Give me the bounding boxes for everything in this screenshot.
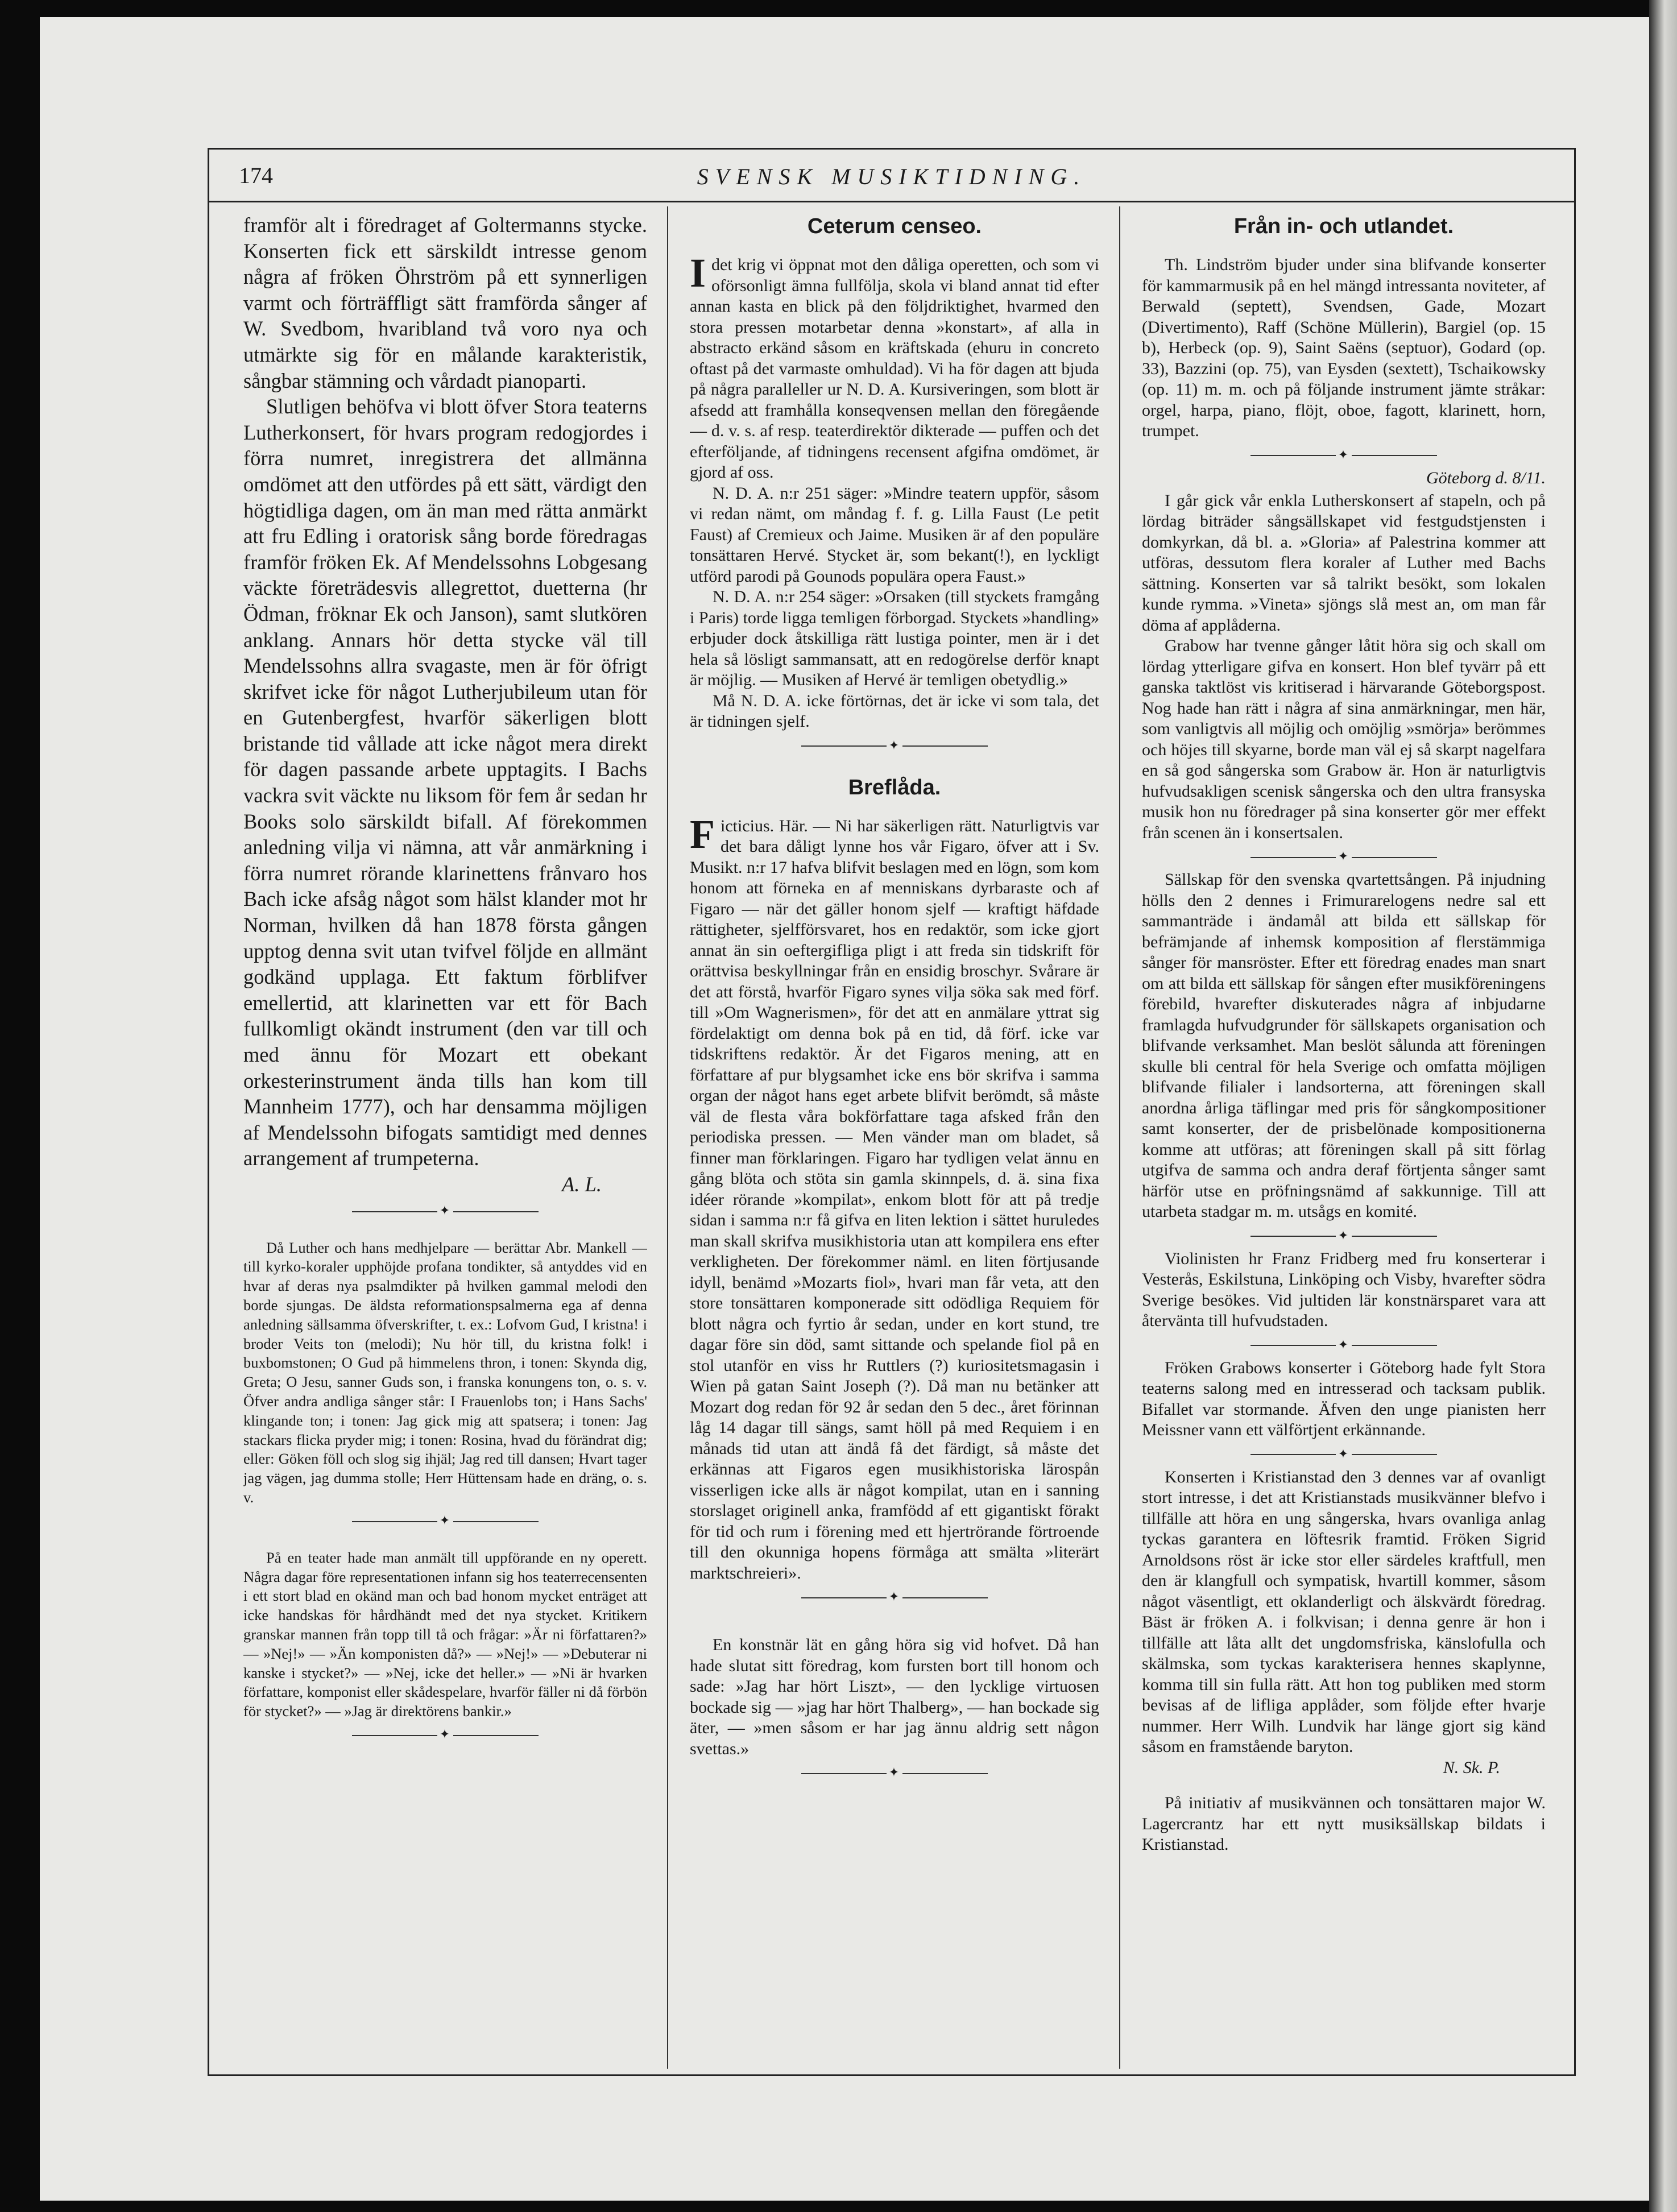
col3-paragraph-7: Konserten i Kristianstad den 3 dennes var af ovanligt stort intresse, i det att Kristianstads musikvänner blefvo i tillfälle att höra en ung sångerska, hvars ovanliga anlag tyckas garantera en löftesrik framtid. Fröken Sigrid Arnoldsons röst är icke stor eller särdeles kraftfull, men den är klangfull och sympatisk, hvartill kommer, såsom något väsentligt, ett oklanderligt och älskvärdt föredrag. Bäst är fröken A. i folkvisan; i denna genre är hon i tillfälle att låta allt det ungdomsfriska, känslofulla och skälmska, som tyckas karakterisera hennes skaplynne, komma till sin fulla rätt. Att hon tog publiken med storm bevisas af de lifliga applåder, som följde efter hvarje nummer. Herr Wilh. Lundvik har länge gjort sig känd såsom en framstående baryton. [1142, 1467, 1546, 1756]
col1-paragraph-1: framför alt i föredraget af Goltermanns stycke. Konserten fick ett särskildt intresse genom några af fröken Öhrström på ett synnerligen varmt och förträffligt sätt framförda sånger af W. Svedbom, hvaribland två voro nya och utmärkte sig för en målande karakteristik, sångbar stämning och vårdadt pianoparti. [243, 213, 647, 392]
col2-paragraph-5: Ficticius. Här. — Ni har säkerligen rätt. Naturligtvis var det bara dåligt lynne hos vår Figaro, öfver att i Sv. Musikt. n:r 17 hafva blifvit beslagen med en lögn, som kom honom att förneka en af menniskans dyrbaraste och af Figaro — när det gäller honom sjelf — kraftigt häfdade rättigheter, sjelfförsvaret, hos en redaktör, som icke gjort annat än sin oeftergifliga pligt i att freda sin tidskrift för orättvisa beskyllningar från en ensidig broschyr. Svårare är det att förstå, hvarför Figaro synes vilja söka sak med förf. till »Om Wagnerismen», för det att en anmälare yttrat sig fördelaktigt om denna bok på en tid, då förf. icke var tidskriftens redaktör. Är det Figaros mening, att en författare af pur blygsamhet icke ens bör skrifva i samma organ der något hans eget arbete blifvit berömdt, så måste väl de flesta våra bokförfattare taga afsked från den periodiska pressen. — Men vänder man om bladet, så finner man förklaringen. Figaro har tydligen velat ännu en gång blöta och stöta sin gamla skinnpels, d. ä. sina fixa idéer rörande »kompilat», enkom blott för att på tredje sidan i samma n:r få gifva en liten lektion i sättet huruledes man skall skrifva musikhistoria utan att kompilera ens efter verkligheten. Der förekommer näml. en liten förtjusande idyll, benämd »Mozarts fiol», hvari man får veta, att den store tonsättaren komponerade sitt odödliga Requiem för blott några och fyrtio år sedan, under en kort stund, tre dagar före sin död, samt sittande och spelande fiol på en stol utanför en viss hr Ruttlers (?) kuriositetsmagasin i Wien på gatan Saint Joseph (?). Då man nu betänker att Mozart dog redan för 92 år sedan den 5 dec., året förinnan låg 14 dagar till sängs, samt höll på med Requiem i en månads tid utan att ändå få det färdigt, så måste det erkännas att Figaros egen musikhistoriska lärospån visserligen icke alls är något kompilat, utan en i sanning storslaget originell anka, framfödd af ett gigantiskt förakt för tid och rum i förening med ett hjertrörande förtroende till den okunniga hopens förmåga att smälta »literärt marktschreieri». [690, 811, 1099, 1583]
page-frame [208, 148, 1576, 2076]
col3-paragraph-8: På initiativ af musikvännen och tonsättaren major W. Lagercrantz har ett nytt musiksällskap bildats i Kristianstad. [1142, 1793, 1546, 1854]
section-divider: ✦ [1142, 1228, 1546, 1243]
column-rule-right [1119, 206, 1120, 2069]
dateline-goteborg: Göteborg d. 8/11. [1426, 468, 1546, 487]
column-rule-left [667, 206, 668, 2069]
section-divider: ✦ [243, 1203, 647, 1218]
col1-signature: A. L. [562, 1172, 602, 1196]
column-3 [1142, 212, 1546, 2066]
col1-paragraph-4: På en teater hade man anmält till uppförande en ny operett. Några dagar före representationen infann sig hos teaterrecensenten i ett stort blad en okänd man och bad honom mycket enträget att icke handskas för hårdhändt med det nya stycket. Kritikern granskar mannen från topp till tå och frågar: »Är ni författaren?» — »Nej!» — »Än komponisten då?» — »Nej!» — »Debuterar ni kanske i stycket?» — »Nej, icke det heller.» — »Ni är hvarken författare, komponist eller skådespelare, hvarför fäller ni då förbön för stycket?» — »Jag är direktörens bankir.» [243, 1548, 647, 1720]
page-number: 174 [239, 163, 273, 188]
heading-fran-in-och-utlandet: Från in- och utlandet. [1233, 214, 1454, 238]
section-divider: ✦ [243, 1513, 647, 1528]
book-spine [1649, 0, 1677, 2212]
section-divider: ✦ [690, 1765, 1099, 1780]
col3-paragraph-5: Violinisten hr Franz Fridberg med fru konserterar i Vesterås, Eskilstuna, Linköping och Visby, hvarefter södra Sverige besökes. Vid jultiden lär konstnärsparet vara att återvänta till hufvudstaden. [1142, 1249, 1546, 1330]
col1-paragraph-2: Slutligen behöfva vi blott öfver Stora teaterns Lutherkonsert, för hvars program redogjordes i förra numret, inregistrera det allmänna omdömet att den utfördes på ett sätt, värdigt den högtidliga dagen, om än man med rätta anmärkt att fru Edling i oratorisk sång borde föredragas framför fröken Ek. Af Mendelssohns Lobgesang väckte företrädesvis allegrettot, duetterna (hr Ödman, fröknar Ek och Janson), samt slutkören anklang. Annars hör detta stycke väl till Mendelssohns allra svagaste, men är för öfrigt skrifvet icke för något Lutherjubileum utan för en Gutenbergfest, hvarför säkerligen blott bristande tid vållade att icke något mera direkt för dagen passande arbete upptagits. I Bachs vackra svit väckte nu liksom för fem år sedan hr Books solo särskildt bifall. Af förekommen anledning vilja vi nämna, att vår anmärkning i förra numret rörande klarinettens frånvaro hos Bach icke afsåg något som hälst klander mot hr Norman, hvilken då han 1878 första gången upptog denna svit utan tvifvel följde en allmänt godkänd upplaga. Ett faktum förblifver emellertid, att klarinetten var ett för Bach fullkomligt okändt instrument (den var till och med ännu för Mozart ett obekant orkesterinstrument ända tills han kom till Mannheim 1777), och har densamma möjligen af Mendelssohn bifogats samtidigt med dennes arrangement af trumpeterna. [243, 395, 647, 1170]
section-divider: ✦ [243, 1727, 647, 1742]
column-2 [690, 212, 1099, 2066]
col3-paragraph-1: Th. Lindström bjuder under sina blifvande konserter för kammarmusik på en hel mängd intressanta noviteter, af Berwald (septett), Svendsen, Gade, Mozart (Divertimento), Raff (Schöne Müllerin), Bargiel (op. 15 b), Herbeck (op. 9), Saint Saëns (septuor), Godard (op. 33), Bazzini (op. 75), van Eysden (sextett), Tschaikowsky (op. 11) m. m. och på följande instrument jämte stråkar: orgel, harpa, piano, flöjt, oboe, fagott, klarinett, horn, trumpet. [1142, 255, 1546, 440]
section-divider: ✦ [1142, 849, 1546, 864]
drop-cap: I [690, 250, 706, 296]
section-divider: ✦ [1142, 1337, 1546, 1352]
col3-paragraph-6: Fröken Grabows konserter i Göteborg hade fylt Stora teaterns salong med en intresserad och tacksam publik. Bifallet var stormande. Äfven den unge pianisten herr Meissner vann ett välförtjent erkännande. [1142, 1358, 1546, 1439]
section-divider: ✦ [690, 738, 1099, 753]
col2-paragraph-2: N. D. A. n:r 251 säger: »Mindre teatern uppför, såsom vi redan nämt, om måndag f. f. g. Lilla Faust (Le petit Faust) af Cremieux och Jaime. Musiken är af den populäre tonsättaren Hervé. Stycket är, som bekant(!), en lyckligt utförd parodi på Gounods populära opera Faust.» [690, 483, 1099, 586]
col3-signature: N. Sk. P. [1443, 1758, 1500, 1777]
col3-paragraph-4: Sällskap för den svenska qvartettsången. På injudning hölls den 2 dennes i Frimurarelogens nedre sal ett sammanträde i ändamål att bilda ett sällskap för befrämjande af inhemsk komposition af flerstämmiga sånger för mansröster. Efter ett föredrag enades man snart om att bilda ett sällskap för sången efter musikföreningens förebild, hvarefter diskuterades några af inbjudarne framlagda hufvudgrunder för sällskapets organisation och blifvande verksamhet. Man beslöt sålunda att föreningen skulle bli central för hela Sverige och omfatta möjligen blifvande filialer i landsorterna, att föreningen skall anordna årliga täflingar med pris för sångkompositioner samt konserter, der de prisbelönade kompositionerna komme att utföras; att föreningen skall på sitt förlag utgifva de samma och andra deraf förtjenta sånger samt härför utse en pröfningsnämd af sakkunnige. Till att utarbeta stadgar m. m. utsågs en komité. [1142, 870, 1546, 1221]
section-divider: ✦ [1142, 448, 1546, 462]
col2-paragraph-4: Må N. D. A. icke förtörnas, det är icke vi som tala, det är tidningen sjelf. [690, 691, 1099, 731]
column-1 [243, 212, 647, 2066]
col3-paragraph-2: I går gick vår enkla Lutherskonsert af stapeln, och på lördag biträder sångsällskapet vid festgudstjensten i domkyrkan, då bl. a. »Gloria» af Palestrina kommer att utföras, dessutom flera koraler af Luther med Bachs sättning. Konserten var så talrikt besökt, som lokalen kunde rymma. »Vineta» sjöngs slå mest an, om man får döma af applåderna. [1142, 491, 1546, 635]
section-divider: ✦ [1142, 1447, 1546, 1461]
col2-paragraph-1: Idet krig vi öppnat mot den dåliga operetten, och som vi oförsonligt ämna fullfölja, skola vi bland annat tid efter annan kasta en blick på den följdriktighet, hvarmed den stora pressen motarbetar denna »konstart», af alla in abstracto erkänd såsom en kräftskada (ehuru in concreto oftast på det varmaste omhuldad). Vi ha för dagen att bjuda på några paralleller ur N. D. A. Kursiveringen, som blott är afsedd att framhålla konseqvensen mellan den föregående — d. v. s. af resp. teaterdirektör dikterade — puffen och det efterföljande, af tidningens recensent afgifna omdömet, är gjord af oss. [690, 250, 1099, 482]
heading-breflada: Breflåda. [848, 775, 941, 800]
drop-cap: F [690, 811, 715, 857]
running-title: SVENSK MUSIKTIDNING. [697, 164, 1087, 189]
section-divider: ✦ [690, 1589, 1099, 1604]
col2-paragraph-6: En konstnär lät en gång höra sig vid hofvet. Då han hade slutat sitt föredrag, kom fursten bort till honom och sade: »Jag har hört Liszt», — den lycklige virtuosen bockade sig — »jag har hört Thalberg», — han bockade sig äter, — »men såsom er har jag ännu aldrig sett någon svettas.» [690, 1635, 1099, 1758]
page-header [209, 150, 1574, 202]
heading-ceterum-censeo: Ceterum censeo. [807, 214, 982, 238]
col3-paragraph-3: Grabow har tvenne gånger låtit höra sig och skall om lördag ytterligare gifva en konsert. Hon blef tyvärr på ett ganska taktlöst vis kritiserad i härvarande Göteborgspost. Nog hade han rätt i några af sina anmärkningar, men här, som vanligtvis all möjlig och omöjlig »smörja» berömmes och höjes till skyarne, borde man väl ej så skarpt nagelfara en så god sångerska som Grabow är. Hon är naturligtvis hufvudsakligen scenisk sångerska och den ultra fransyska musik hon nu föredrager på sina konserter gör mer effekt från scenen än i konsertsalen. [1142, 636, 1546, 842]
col1-paragraph-3: Då Luther och hans medhjelpare — berättar Abr. Mankell — till kyrko-koraler upphöjde profana tondikter, så antyddes vid en hvar af deras nya psalmdikter på hvilken gammal melodi den borde sjungas. De äldsta reformationspsalmerna ega af denna anledning sällsamma öfverskrifter, t. ex.: Lofvom Gud, I kristna! i broder Veits ton (melodi); Nu hör till, du kristna folk! i buxbomstonen; O Gud på himmelens thron, i tonen: Skynda dig, Greta; O Jesu, sanner Guds son, i franska konungens ton, o. s. v. Öfver andra andliga sånger står: I Frauenlobs ton; i Hans Sachs' klingande ton; i tonen: Jag gick mig att spatsera; i tonen: Jag stackars flicka pryder mig; i tonen: Rosina, hvad du förändrat dig; eller: Göken föll och slog sig ihjäl; Jag red till dansen; Hvart tager jag vägen, jag dumma stolle; Herr Hüttensam hade en dräng, o. s. v. [243, 1238, 647, 1506]
col2-paragraph-3: N. D. A. n:r 254 säger: »Orsaken (till styckets framgång i Paris) torde ligga temligen förborgad. Styckets »handling» erbjuder dock åtskilliga rätt lustiga pointer, men är i det hela så lösligt sammansatt, att en redogörelse derför knapt är möjlig. — Musiken af Hervé är temligen obetydlig.» [690, 587, 1099, 689]
